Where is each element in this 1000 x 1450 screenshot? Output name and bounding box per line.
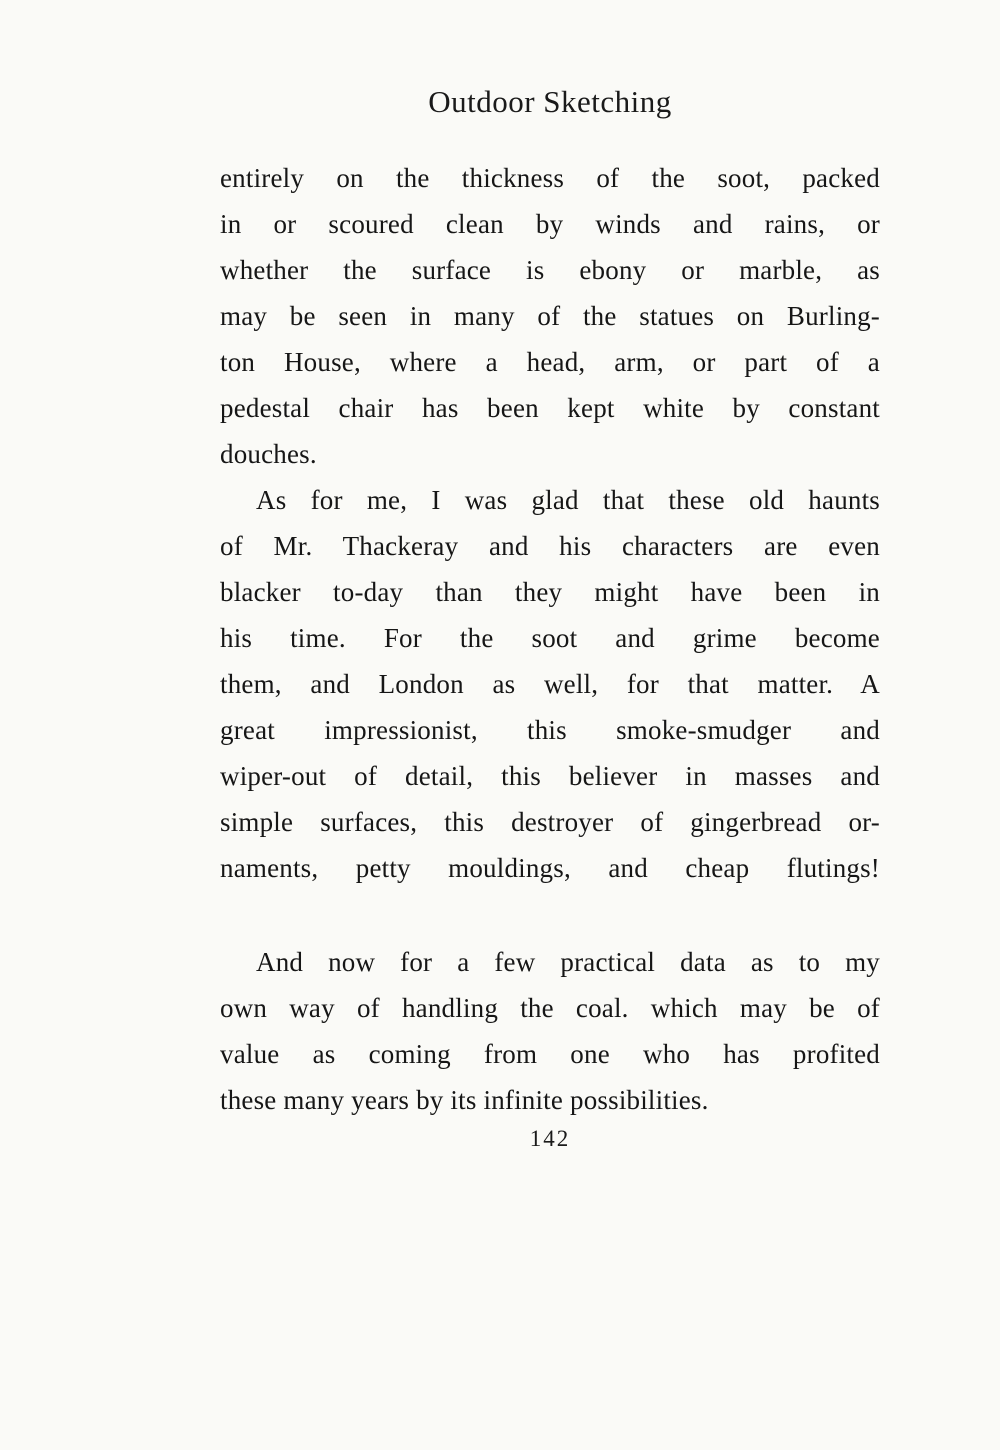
text-line: value as coming from one who has profited xyxy=(220,1039,880,1069)
text-line: simple surfaces, this destroyer of gingerbread or- xyxy=(220,807,880,837)
text-line: As for me, I was glad that these old haunts xyxy=(256,485,880,515)
paragraph xyxy=(220,939,880,1123)
text-line: may be seen in many of the statues on Burling- xyxy=(220,301,880,331)
text-line: douches. xyxy=(220,439,317,469)
text-line: them, and London as well, for that matter. A xyxy=(220,669,880,699)
text-line: these many years by its infinite possibilities. xyxy=(220,1085,709,1115)
text-line: pedestal chair has been kept white by constant xyxy=(220,393,880,423)
page-number: 142 xyxy=(529,1126,571,1151)
text-line: whether the surface is ebony or marble, as xyxy=(220,255,880,285)
text-line: wiper-out of detail, this believer in masses and xyxy=(220,761,880,791)
text-line: of Mr. Thackeray and his characters are even xyxy=(220,531,880,561)
text-line: blacker to-day than they might have been in xyxy=(220,577,880,607)
text-line: his time. For the soot and grime become xyxy=(220,623,880,653)
text-line: entirely on the thickness of the soot, packed xyxy=(220,163,880,193)
running-head: Outdoor Sketching xyxy=(428,84,672,119)
text-line: in or scoured clean by winds and rains, or xyxy=(220,209,880,239)
paragraph xyxy=(220,477,880,891)
text-line: great impressionist, this smoke-smudger and xyxy=(220,715,880,745)
paragraph xyxy=(220,155,880,477)
text-line: naments, petty mouldings, and cheap flutings! xyxy=(220,853,880,883)
text-line: own way of handling the coal. which may be of xyxy=(220,993,880,1023)
text-block xyxy=(220,155,880,1123)
text-line: ton House, where a head, arm, or part of a xyxy=(220,347,880,377)
text-line: And now for a few practical data as to my xyxy=(256,947,880,977)
